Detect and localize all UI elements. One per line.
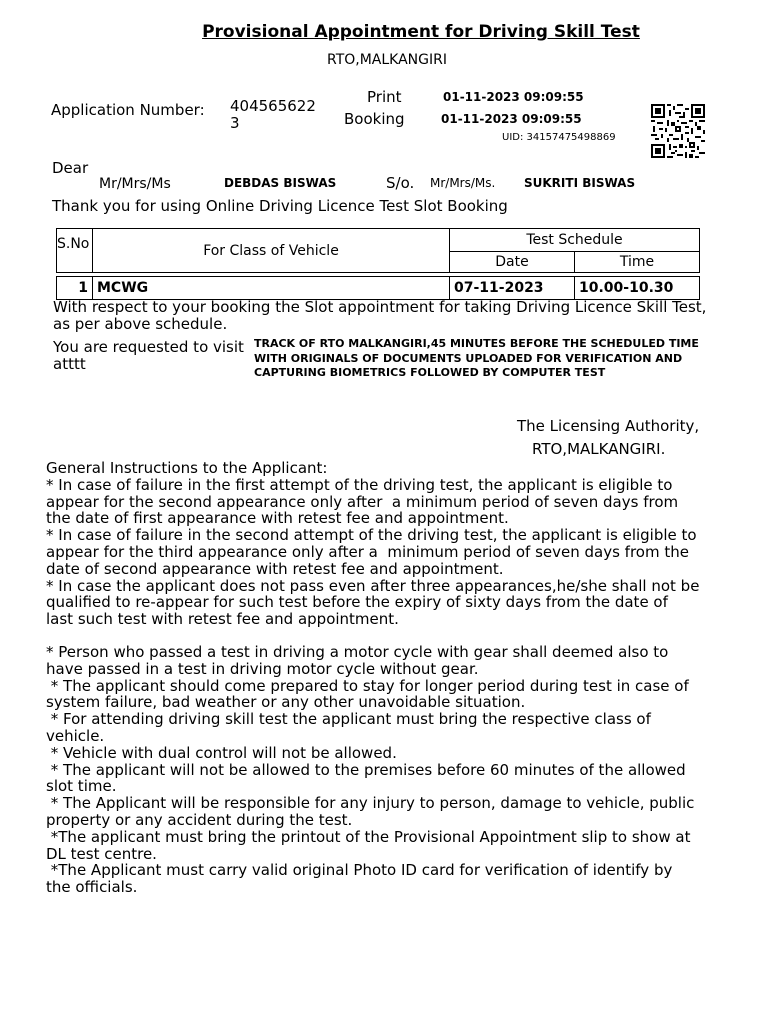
schedule-table (56, 228, 700, 300)
instruction-line: system failure, bad weather or any other unavoidable situation. (46, 693, 526, 712)
visit-detail: TRACK OF RTO MALKANGIRI,45 MINUTES BEFORE THE SCHEDULED TIME WITH ORIGINALS OF DOCUMENTS UPLOADED FOR VERIFICATION AND CAPTURING BIOMETRICS FOLLOWED BY COMPUTER TEST (254, 337, 699, 379)
header-date: Date (450, 251, 575, 272)
licensing-authority: The Licensing Authority, (517, 417, 700, 435)
instruction-line: appear for the second appearance only after a minimum period of seven days from (46, 492, 679, 511)
row-time: 10.00-10.30 (575, 277, 700, 300)
relative-name: SUKRITI BISWAS (524, 176, 636, 190)
instruction-blank-line (46, 628, 736, 644)
row-sno: 1 (57, 277, 93, 300)
instruction-line: * The applicant will not be allowed to the premises before 60 minutes of the allowed (46, 760, 686, 779)
instruction-line: *The applicant must bring the printout of the Provisional Appointment slip to show at (46, 827, 691, 846)
document-title: Provisional Appointment for Driving Skill Test (202, 22, 640, 42)
instruction-line: *The Applicant must carry valid original Photo ID card for verification of identify by (46, 861, 673, 880)
header-vehicle-class: For Class of Vehicle (93, 229, 450, 273)
relation-label: S/o. (386, 174, 415, 192)
instruction-line: slot time. (46, 777, 117, 796)
header-time: Time (575, 251, 700, 272)
application-number-label: Application Number: (51, 101, 205, 119)
instruction-line: * For attending driving skill test the applicant must bring the respective class of (46, 710, 651, 729)
instruction-line: last such test with retest fee and appointment. (46, 610, 399, 629)
instructions-heading: General Instructions to the Applicant: (46, 459, 328, 477)
booking-datetime: 01-11-2023 09:09:55 (441, 112, 582, 126)
booking-confirmation-text: With respect to your booking the Slot appointment for taking Driving Licence Skill Test, as per above schedule. (53, 298, 707, 333)
office-name: RTO,MALKANGIRI (326, 52, 447, 68)
instruction-line: appear for the third appearance only after a minimum period of seven days from the (46, 542, 689, 561)
instruction-line: DL test centre. (46, 844, 157, 863)
visit-label: You are requested to visit atttt (53, 338, 244, 373)
instruction-line: * Vehicle with dual control will not be allowed. (46, 743, 397, 762)
uid-text: UID: 34157475498869 (502, 132, 616, 143)
applicant-name: DEBDAS BISWAS (224, 176, 337, 190)
print-label: Print (367, 88, 402, 106)
table-row (57, 277, 700, 300)
instruction-line: vehicle. (46, 726, 105, 745)
instruction-line: the date of first appearance with retest fee and appointment. (46, 509, 509, 528)
instruction-line: * The Applicant will be responsible for any injury to person, damage to vehicle, public (46, 794, 695, 813)
instruction-line: * Person who passed a test in driving a motor cycle with gear shall deemed also to (46, 642, 669, 661)
instruction-line: the officials. (46, 878, 138, 897)
row-vehicle-class: MCWG (93, 277, 450, 300)
instruction-line: * In case of failure in the second attempt of the driving test, the applicant is eligible to (46, 526, 697, 545)
general-instructions (46, 460, 736, 896)
dear-text: Dear (52, 159, 89, 177)
qr-code-icon (651, 104, 705, 158)
thanks-text: Thank you for using Online Driving Licence Test Slot Booking (52, 197, 508, 215)
instruction-line: * In case the applicant does not pass even after three appearances,he/she shall not be (46, 576, 700, 595)
signature-office: RTO,MALKANGIRI. (532, 440, 666, 458)
application-number-value: 4045656223 (230, 97, 316, 132)
print-datetime: 01-11-2023 09:09:55 (443, 90, 584, 104)
instruction-line: date of second appearance with retest fee and appointment. (46, 559, 504, 578)
instruction-line: property or any accident during the test. (46, 810, 353, 829)
instruction-line: * In case of failure in the first attempt of the driving test, the applicant is eligible to (46, 475, 673, 494)
instruction-line: qualified to re-appear for such test before the expiry of sixty days from the date of (46, 593, 668, 612)
instruction-line: * The applicant should come prepared to stay for longer period during test in case of (46, 676, 689, 695)
title-prefix: Mr/Mrs/Ms (99, 176, 171, 192)
row-date: 07-11-2023 (450, 277, 575, 300)
header-test-schedule: Test Schedule (450, 229, 700, 252)
relative-prefix: Mr/Mrs/Ms. (430, 176, 496, 190)
booking-label: Booking (344, 110, 405, 128)
header-sno: S.No (57, 229, 93, 273)
instruction-line: have passed in a test in driving motor cycle without gear. (46, 659, 479, 678)
